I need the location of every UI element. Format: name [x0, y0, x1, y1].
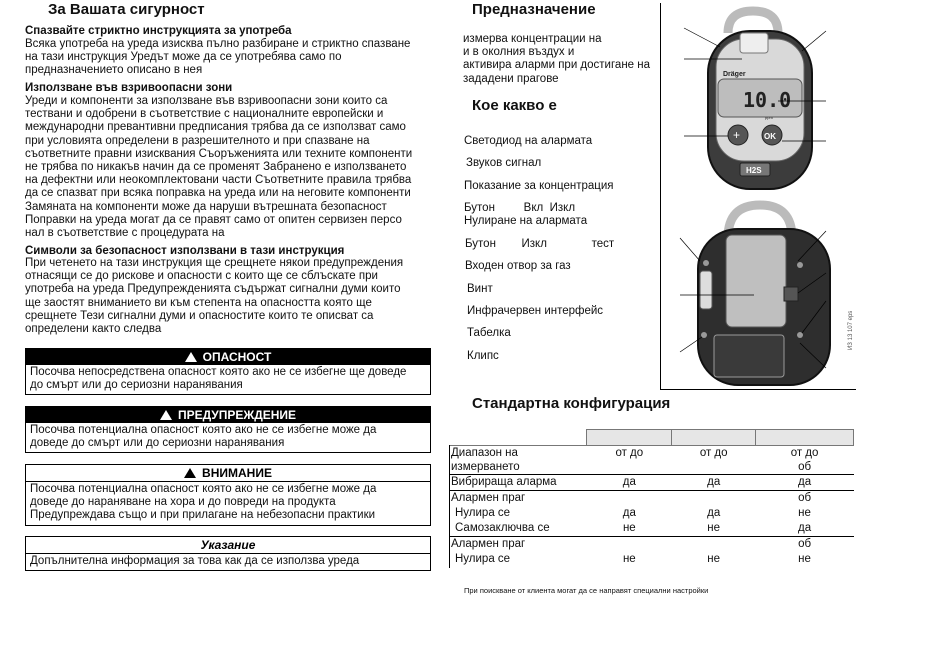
table-cell: не: [707, 522, 721, 534]
table-cell: [587, 537, 672, 553]
table-cell: не: [707, 553, 721, 565]
table-row: [449, 506, 854, 521]
table-cell: от до об: [790, 447, 819, 473]
table-cell: об: [756, 491, 854, 507]
device-brand: Dräger: [723, 71, 746, 78]
table-cell: да: [622, 507, 636, 519]
table-cell: Алармен праг: [449, 491, 587, 507]
table-cell: не: [798, 553, 811, 565]
alarm-led-icon: [740, 33, 768, 53]
section-heading-explosive: Използване във взривоопасни зони: [25, 82, 233, 94]
note-box: [25, 536, 431, 571]
table-left-rule: [449, 445, 450, 568]
table-cell: об: [756, 537, 854, 553]
caution-text: Посочва потенциална опасност която ако не се избегне може да доведе до нараняване на хора и до повреди на продукта Предупреждава също и при прилагане на небезопасни практики: [30, 483, 377, 522]
caution-box: [25, 464, 431, 526]
section-heading-instructions: Спазвайте стриктно инструкцията за употреба: [25, 25, 292, 37]
purpose-text: измерва концентрации на и в околния въздух и активира аларми при достигане на зададени прагове: [463, 33, 651, 85]
note-text: Допълнителна информация за това как да се използва уреда: [30, 555, 360, 567]
table-cell: да: [672, 475, 756, 491]
table-cell: да: [707, 507, 721, 519]
caution-header: ВНИМАНИЕ: [26, 465, 430, 482]
part-item: Светодиод на алармата: [464, 135, 593, 147]
gas-label: H2S: [746, 166, 762, 175]
ok-button-label: OK: [764, 132, 776, 141]
table-cell: Алармен праг: [449, 537, 587, 553]
warning-text: Посочва потенциална опасност която ако не се избегне може да доведе до смърт или до сериозни наранявания: [30, 424, 377, 450]
table-cell: не: [622, 553, 636, 565]
danger-text: Посочва непосредствена опасност която ако не се избегне ще доведе до смърт или до сериозни наранявания: [30, 366, 407, 392]
plus-button-label: +: [733, 128, 741, 142]
section-text-instructions: Всяка употреба на уреда изисква пълно разбиране и стриктно спазване на тази инструкция Уредът може да се употребява само по предназначението описано в нея: [25, 38, 411, 77]
warning-triangle-icon: [160, 410, 172, 420]
device-back-view: [680, 205, 830, 385]
section-text-explosive: Уреди и компоненти за използване във взривоопасни зони които са тествани и одобрени в съответствие с националните европейски и международни превантивни предписания трябва да се използват само при условията определени в разрешителното и при спазване на съответните правни изисквания Съоръженията или техните компоненти не трябва по никакъв начин да се променят Забранено е използването на дефектни или неокомплектовани части Съответните правила трябва да се спазват при всяка поправка на уреда или на неговите компоненти Замяната на компоненти може да наруши вътрешната безопасност Поправки на уреда могат да се правят само от опитен сервизен персо нал в съответствие с процедурата на: [25, 95, 413, 240]
ir-interface: [700, 271, 712, 309]
table-row: [449, 475, 854, 491]
display-unit: ppm: [765, 115, 773, 120]
table-cell: Вибрираща аларма: [449, 475, 587, 491]
figure-code: ИЗ 13 107 eps: [848, 310, 854, 350]
callout-line: [684, 28, 720, 47]
table-header-row: [449, 430, 854, 446]
device-front-view: [684, 11, 826, 189]
page-title: За Вашата сигурност: [48, 1, 205, 18]
part-item: Инфрачервен интерфейс: [467, 305, 604, 317]
table-row: [449, 521, 854, 537]
screw-icon: [703, 260, 709, 266]
table-row: [449, 491, 854, 507]
part-item: Табелка: [467, 327, 511, 339]
callout-line: [802, 31, 826, 51]
part-item: Винт: [467, 283, 493, 295]
part-item: Бутон Вкл Изкл Нулиране на алармата: [464, 202, 588, 227]
table-cell: да: [798, 522, 812, 534]
warning-triangle-icon: [185, 352, 197, 362]
table-cell: [672, 491, 756, 507]
table-cell: [672, 537, 756, 553]
part-item: Входен отвор за газ: [465, 260, 571, 272]
clip-ring-icon: [728, 11, 778, 33]
table-row: [449, 446, 854, 475]
table-row: [449, 552, 854, 567]
gas-inlet: [784, 287, 798, 301]
danger-box: [25, 348, 431, 395]
table-cell: Диапазон на измерването: [451, 447, 520, 473]
part-item: Клипс: [467, 350, 499, 362]
device-illustration: [660, 3, 855, 389]
part-item: Показание за концентрация: [464, 180, 614, 192]
table-cell: [587, 491, 672, 507]
warning-header: ПРЕДУПРЕЖДЕНИЕ: [26, 407, 430, 423]
table-row: [449, 537, 854, 553]
note-header: Указание: [26, 537, 430, 554]
config-title: Стандартна конфигурация: [472, 395, 671, 412]
warning-triangle-icon: [184, 468, 196, 478]
danger-header: ОПАСНОСТ: [26, 349, 430, 365]
screw-icon: [797, 262, 803, 268]
table-cell: Нулира се: [455, 553, 511, 565]
section-text-symbols: При четенето на тази инструкция ще срещнете някои предупреждения отнасящи се до рискове и опасности с които ще се сблъскате при употреба на уреда Предупрежденията съдържат сигнални думи които ще заостят вниманието ви към степента на опасността която ще срещнете Тези сигнални думи и опасностите които те описват са определени както следва: [25, 257, 404, 336]
table-cell: от до: [699, 447, 728, 459]
section-heading-symbols: Символи за безопасност използвани в тази инструкция: [25, 245, 345, 257]
table-cell: да: [756, 475, 854, 491]
table-cell: не: [798, 507, 811, 519]
table-cell: Самозаключва се: [455, 522, 550, 534]
part-item: Бутон Изкл тест: [465, 238, 615, 250]
device-nameplate: [714, 335, 784, 377]
display-value: 10.0: [743, 88, 792, 112]
table-cell: от до: [615, 447, 644, 459]
table-cell: не: [622, 522, 636, 534]
config-table: [449, 429, 854, 567]
callout-line: [680, 238, 700, 261]
part-item: Звуков сигнал: [466, 157, 542, 169]
table-cell: да: [587, 475, 672, 491]
purpose-title: Предназначение: [472, 1, 596, 18]
config-footnote: При поискване от клиента могат да се направят специални настройки: [464, 586, 709, 595]
warning-box: [25, 406, 431, 453]
what-is-what-title: Кое какво е: [472, 97, 557, 114]
clip-plate: [726, 235, 786, 327]
table-cell: Нулира се: [455, 507, 511, 519]
